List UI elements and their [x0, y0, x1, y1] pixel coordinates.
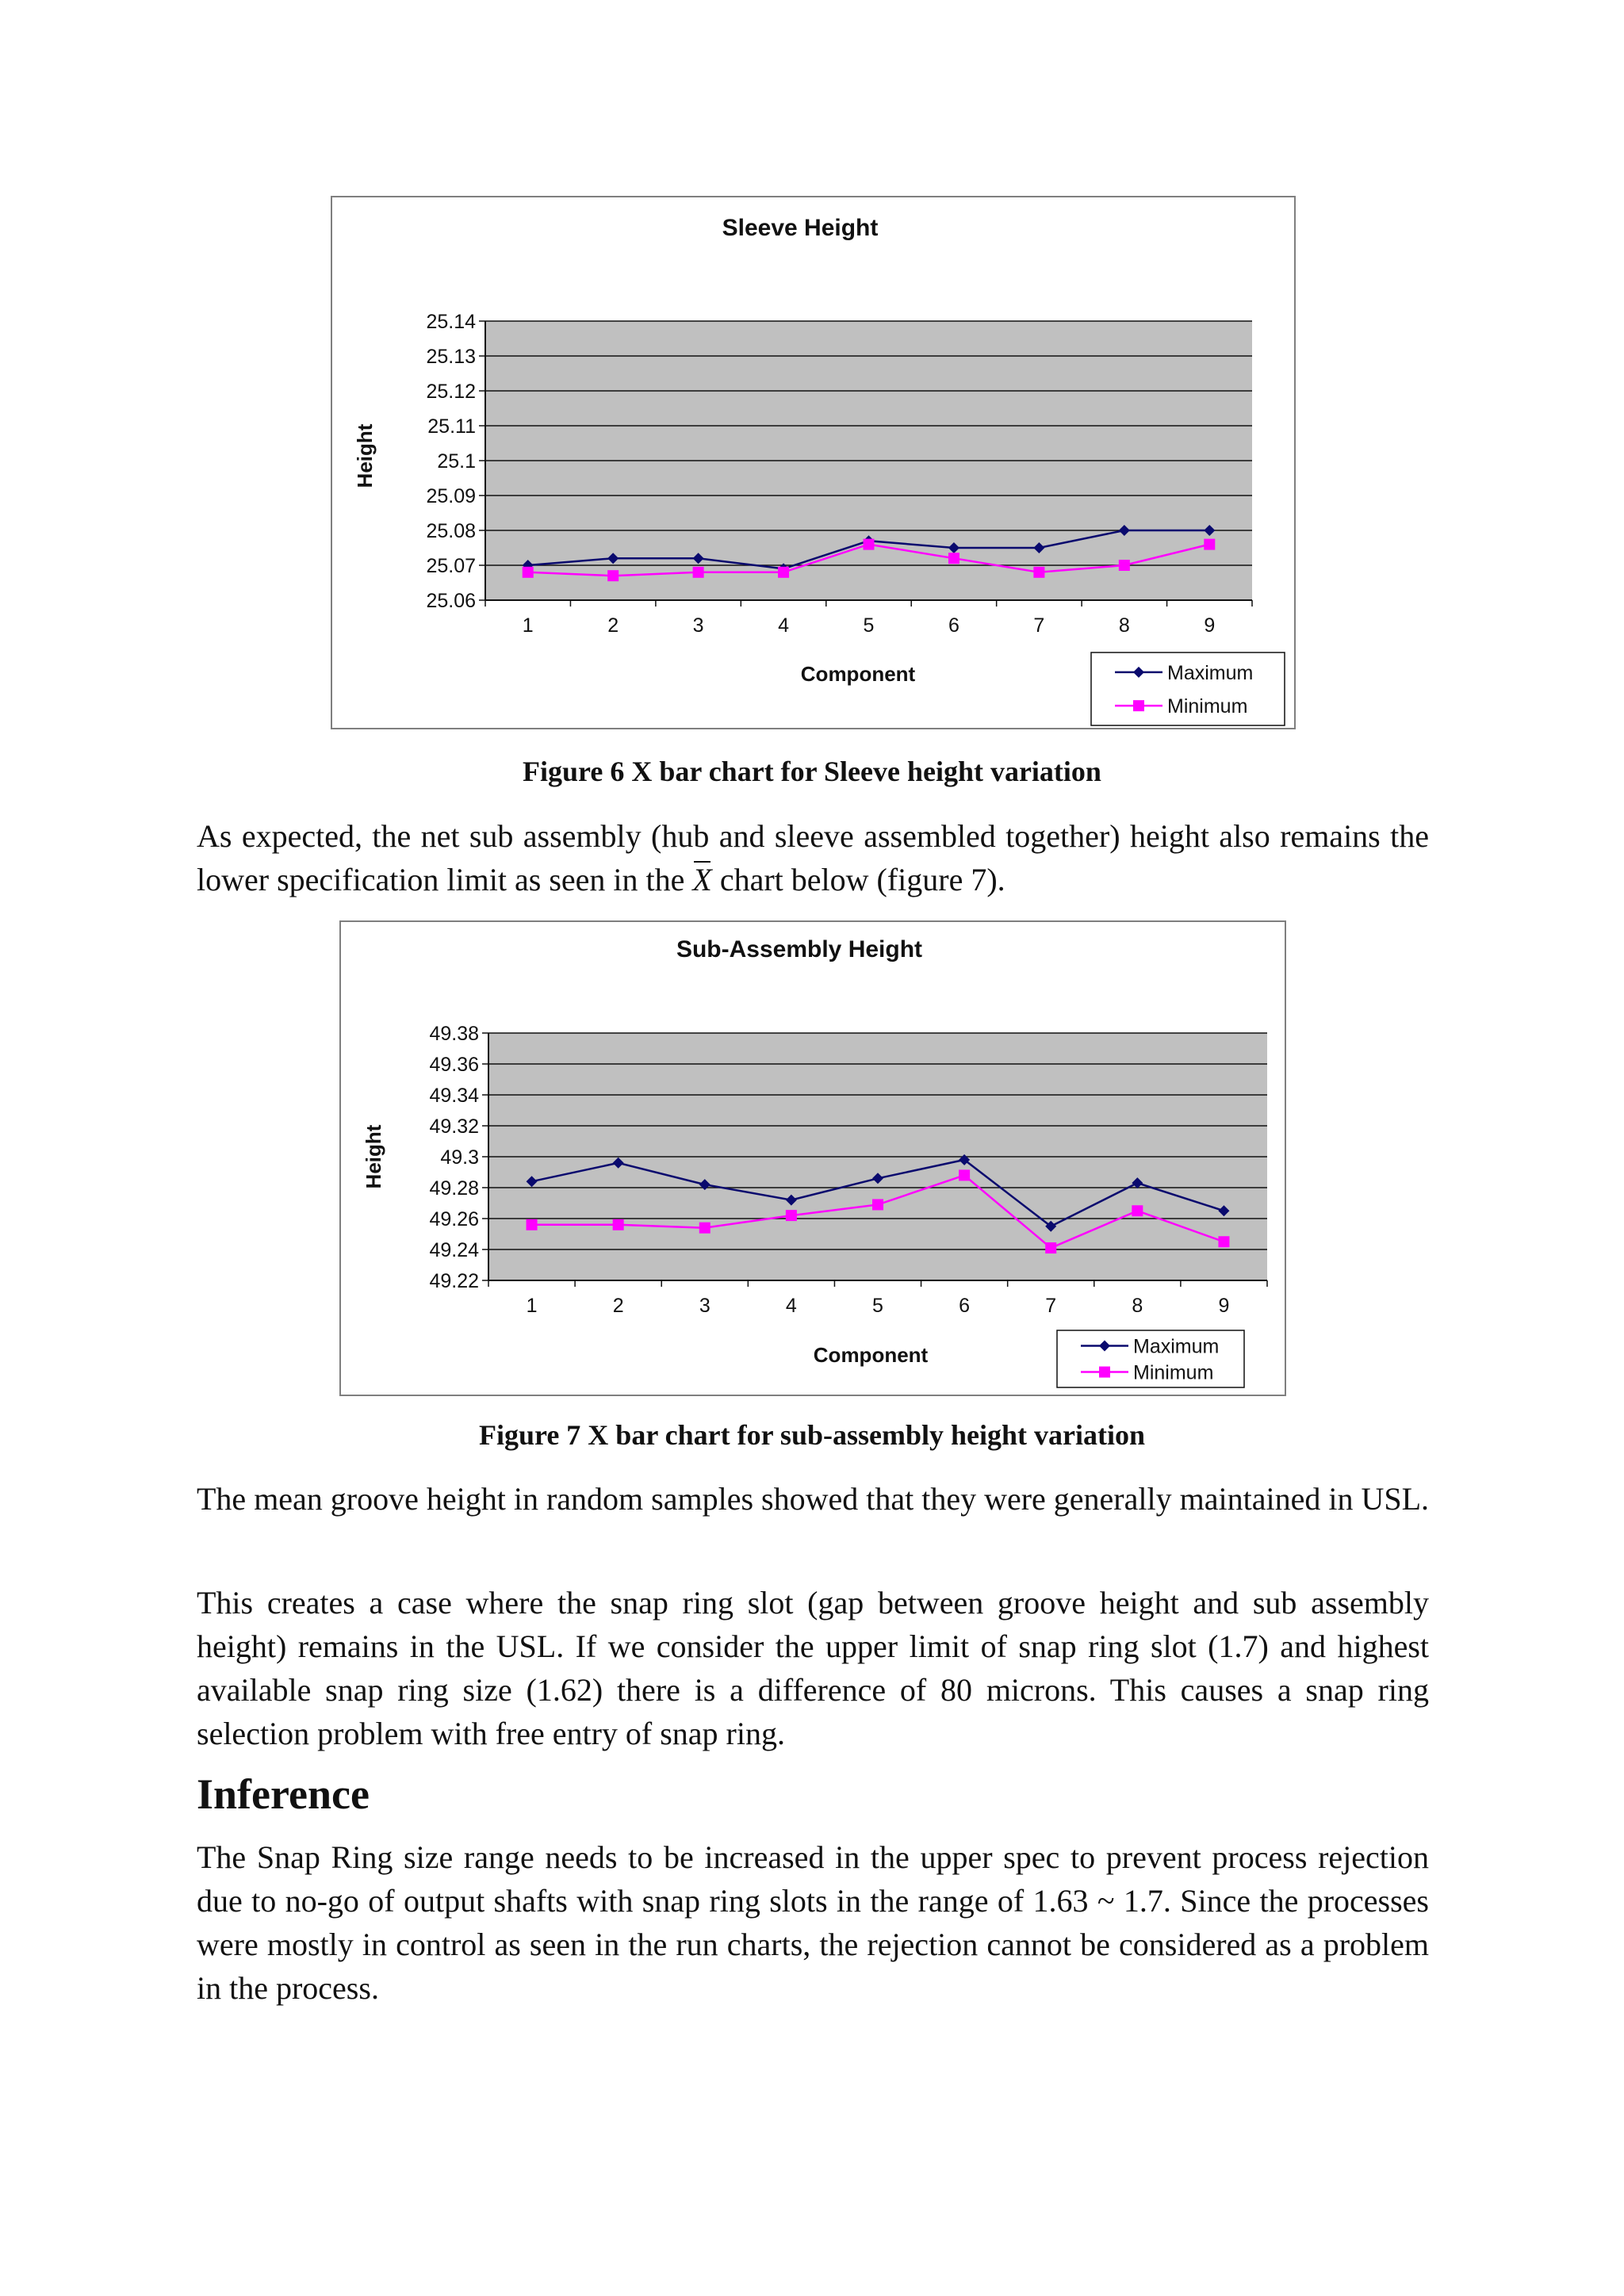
data-point-minimum [693, 567, 704, 578]
chart-title: Sub-Assembly Height [676, 936, 923, 962]
data-point-minimum [523, 567, 534, 578]
y-axis-label: Height [353, 423, 377, 488]
y-tick-label: 25.07 [426, 555, 476, 577]
data-point-minimum [1218, 1236, 1229, 1247]
legend-marker-minimum [1099, 1367, 1110, 1378]
paragraph-4: The Snap Ring size range needs to be increased in the upper spec to prevent process rejection due to no-go of output shafts with snap ring slots in the range of 1.63 ~ 1.7. Since the processes were mostly in control as seen in the run charts, the rejection cannot be considered as a problem in the process. [197, 1839, 1429, 2006]
data-point-minimum [1119, 560, 1130, 571]
paragraph-3: This creates a case where the snap ring slot (gap between groove height and sub assembly height) remains in the USL. If we consider the upper limit of snap ring slot (1.7) and highest available snap ring size (1.62) there is a difference of 80 microns. This causes a snap ring selection problem with free entry of snap ring. [197, 1585, 1429, 1751]
data-point-minimum [872, 1199, 883, 1210]
legend-label-maximum: Maximum [1133, 1335, 1220, 1358]
sleeve-height-chart-svg [332, 197, 1294, 728]
x-tick-label: 5 [872, 1295, 883, 1317]
data-point-minimum [959, 1169, 970, 1181]
x-tick-label: 6 [959, 1295, 971, 1317]
figure-7-caption: Figure 7 X bar chart for sub-assembly height variation [478, 1419, 1145, 1451]
y-tick-label: 49.36 [429, 1054, 479, 1076]
data-point-minimum [699, 1223, 710, 1234]
x-tick-label: 2 [612, 1295, 624, 1317]
x-tick-label: 9 [1218, 1295, 1230, 1317]
paragraph-1 [197, 814, 1429, 901]
sub-assembly-height-chart [339, 920, 1286, 1396]
x-tick-label: 1 [522, 614, 534, 637]
data-point-minimum [613, 1219, 624, 1230]
x-tick-label: 1 [526, 1295, 538, 1317]
sleeve-height-chart [331, 196, 1296, 729]
x-tick-label: 2 [607, 614, 619, 637]
y-tick-label: 49.26 [429, 1208, 479, 1230]
data-point-minimum [778, 567, 789, 578]
x-tick-label: 8 [1132, 1295, 1143, 1317]
legend [1091, 652, 1285, 725]
legend [1057, 1330, 1244, 1387]
figure-6-caption: Figure 6 X bar chart for Sleeve height variation [523, 756, 1101, 787]
paragraph-2: The mean groove height in random samples showed that they were generally maintained in USL. [197, 1481, 1430, 1517]
y-tick-label: 25.1 [437, 450, 476, 473]
data-point-minimum [864, 539, 875, 550]
x-tick-label: 3 [699, 1295, 710, 1317]
sub-assembly-height-chart-svg [341, 922, 1285, 1395]
x-tick-label: 6 [948, 614, 959, 637]
data-point-minimum [1033, 567, 1044, 578]
y-tick-label: 49.22 [429, 1270, 479, 1292]
y-tick-label: 25.11 [427, 415, 476, 438]
data-point-minimum [786, 1210, 797, 1221]
x-bar-symbol: X [692, 858, 711, 901]
x-tick-label: 4 [778, 614, 790, 637]
y-tick-label: 25.14 [426, 311, 476, 333]
x-tick-label: 9 [1204, 614, 1216, 637]
y-tick-label: 25.12 [426, 381, 476, 403]
data-point-minimum [1204, 539, 1215, 550]
data-point-minimum [527, 1219, 538, 1230]
y-tick-label: 25.06 [426, 590, 476, 612]
section-heading-inference: Inference [197, 1770, 370, 1818]
x-axis-label: Component [800, 662, 916, 686]
legend-label-minimum: Minimum [1167, 695, 1248, 718]
x-tick-label: 5 [863, 614, 875, 637]
y-axis-label: Height [362, 1124, 385, 1189]
x-tick-label: 4 [785, 1295, 797, 1317]
data-point-minimum [607, 570, 619, 581]
legend-marker-minimum [1133, 700, 1144, 711]
data-point-minimum [1045, 1242, 1056, 1253]
x-tick-label: 7 [1045, 1295, 1057, 1317]
legend-label-maximum: Maximum [1167, 661, 1254, 684]
paragraph-1-text-after: chart below (figure 7). [711, 862, 1005, 897]
y-tick-label: 25.09 [426, 485, 476, 507]
y-tick-label: 49.34 [429, 1085, 479, 1107]
y-tick-label: 49.38 [429, 1023, 479, 1045]
y-tick-label: 49.32 [429, 1115, 479, 1138]
legend-label-minimum: Minimum [1133, 1361, 1214, 1384]
x-tick-label: 3 [692, 614, 704, 637]
y-tick-label: 49.3 [440, 1146, 479, 1169]
x-tick-label: 7 [1033, 614, 1045, 637]
chart-title: Sleeve Height [722, 215, 879, 241]
y-tick-label: 25.13 [426, 346, 476, 368]
x-tick-label: 8 [1118, 614, 1130, 637]
data-point-minimum [1132, 1205, 1143, 1216]
y-tick-label: 49.28 [429, 1177, 479, 1200]
y-tick-label: 49.24 [429, 1239, 479, 1261]
data-point-minimum [948, 553, 959, 564]
y-tick-label: 25.08 [426, 520, 476, 542]
paragraph-1-text-before: As expected, the net sub assembly (hub and sleeve assembled together) height also remains the lower specification limit as seen in the [197, 818, 1429, 897]
x-axis-label: Component [813, 1343, 929, 1367]
